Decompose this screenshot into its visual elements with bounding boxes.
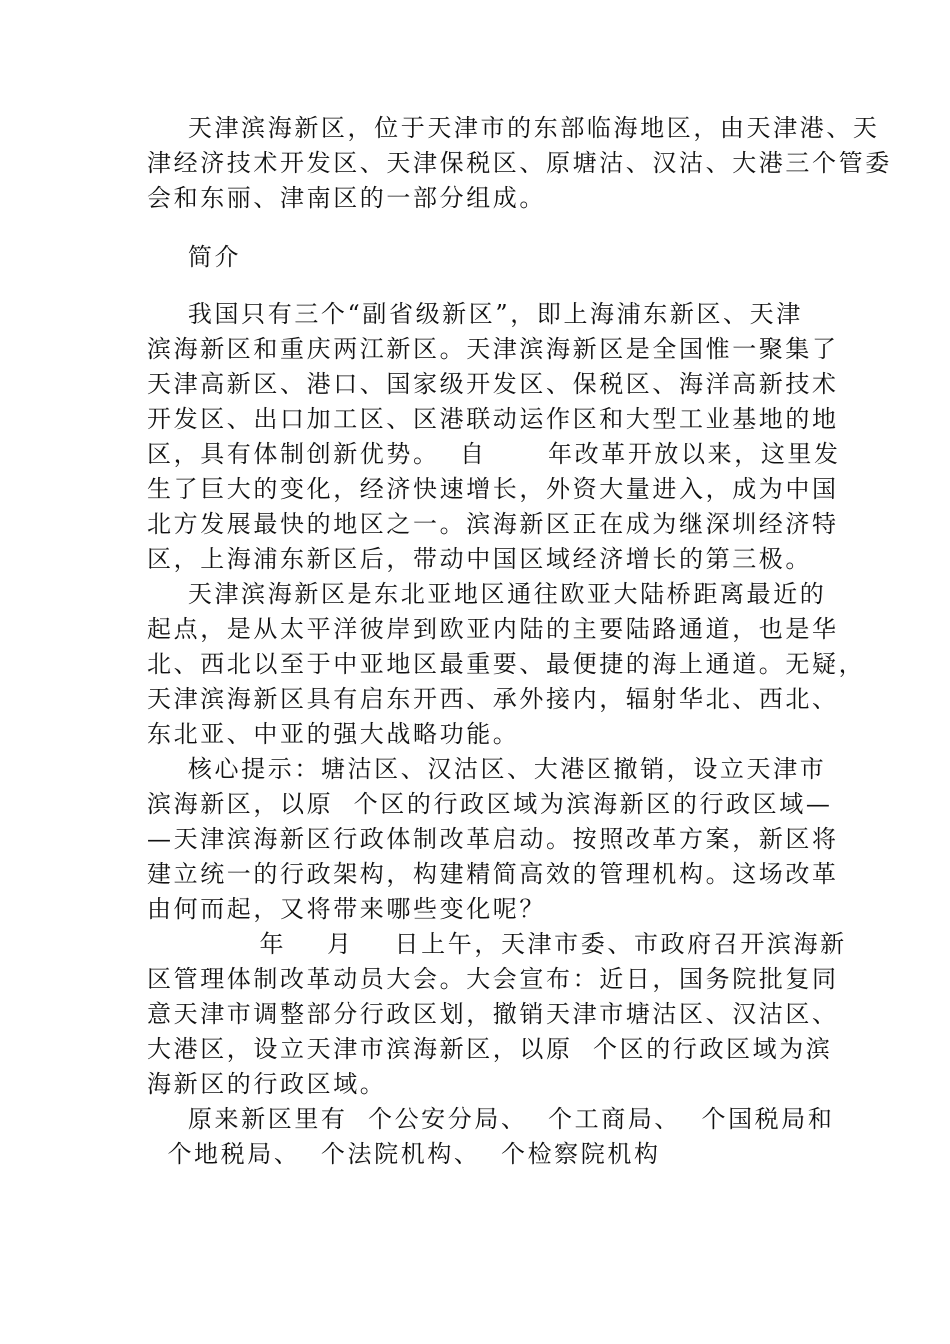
overview-paragraph-line-8: 区，上海浦东新区后，带动中国区域经济增长的第三极。: [147, 545, 812, 573]
announcement-paragraph-line-5: 海新区的行政区域。: [147, 1070, 387, 1098]
announcement-paragraph-line-4: 大港区，设立天津市滨海新区，以原 个区的行政区域为滨: [147, 1035, 833, 1063]
intro-paragraph-line-3: 会和东丽、津南区的一部分组成。: [147, 184, 546, 212]
overview-paragraph-line-7: 北方发展最快的地区之一。滨海新区正在成为继深圳经济特: [147, 510, 839, 538]
overview-paragraph-line-5: 区，具有体制创新优势。 自 年改革开放以来，这里发: [147, 440, 841, 468]
location-paragraph-line-1: 天津滨海新区是东北亚地区通往欧亚大陆桥距离最近的: [147, 580, 827, 608]
location-paragraph-line-5: 东北亚、中亚的强大战略功能。: [147, 720, 520, 748]
intro-paragraph-line-2: 津经济技术开发区、天津保税区、原塘沽、汉沽、大港三个管委: [147, 149, 892, 177]
overview-paragraph-line-1: 我国只有三个“副省级新区”，即上海浦东新区、天津: [147, 300, 803, 328]
section-heading: 简介: [147, 243, 242, 271]
key-points-paragraph-line-2: 滨海新区，以原 个区的行政区域为滨海新区的行政区域—: [147, 790, 833, 818]
announcement-paragraph-line-3: 意天津市调整部分行政区划，撤销天津市塘沽区、汉沽区、: [147, 1000, 839, 1028]
overview-paragraph-line-4: 开发区、出口加工区、区港联动运作区和大型工业基地的地: [147, 405, 839, 433]
location-paragraph-line-3: 北、西北以至于中亚地区最重要、最便捷的海上通道。无疑，: [147, 650, 866, 678]
key-points-paragraph-line-1: 核心提示：塘沽区、汉沽区、大港区撤销，设立天津市: [147, 755, 827, 783]
location-paragraph-line-2: 起点，是从太平洋彼岸到欧亚内陆的主要陆路通道，也是华: [147, 615, 839, 643]
overview-paragraph-line-2: 滨海新区和重庆两江新区。天津滨海新区是全国惟一聚集了: [147, 335, 839, 363]
announcement-paragraph-line-1: 年 月 日上午，天津市委、市政府召开滨海新: [147, 930, 847, 958]
key-points-paragraph-line-3: —天津滨海新区行政体制改革启动。按照改革方案，新区将: [147, 825, 839, 853]
overview-paragraph-line-6: 生了巨大的变化，经济快速增长，外资大量进入，成为中国: [147, 475, 839, 503]
agencies-paragraph-line-2: 个地税局、 个法院机构、 个检察院机构: [147, 1140, 661, 1168]
announcement-paragraph-line-2: 区管理体制改革动员大会。大会宣布：近日，国务院批复同: [147, 965, 839, 993]
agencies-paragraph-line-1: 原来新区里有 个公安分局、 个工商局、 个国税局和: [147, 1105, 835, 1133]
key-points-paragraph-line-5: 由何而起，又将带来哪些变化呢？: [147, 895, 546, 923]
intro-paragraph-line-1: 天津滨海新区，位于天津市的东部临海地区，由天津港、天: [147, 114, 880, 142]
location-paragraph-line-4: 天津滨海新区具有启东开西、承外接内，辐射华北、西北、: [147, 685, 839, 713]
overview-paragraph-line-3: 天津高新区、港口、国家级开发区、保税区、海洋高新技术: [147, 370, 839, 398]
key-points-paragraph-line-4: 建立统一的行政架构，构建精简高效的管理机构。这场改革: [147, 860, 839, 888]
